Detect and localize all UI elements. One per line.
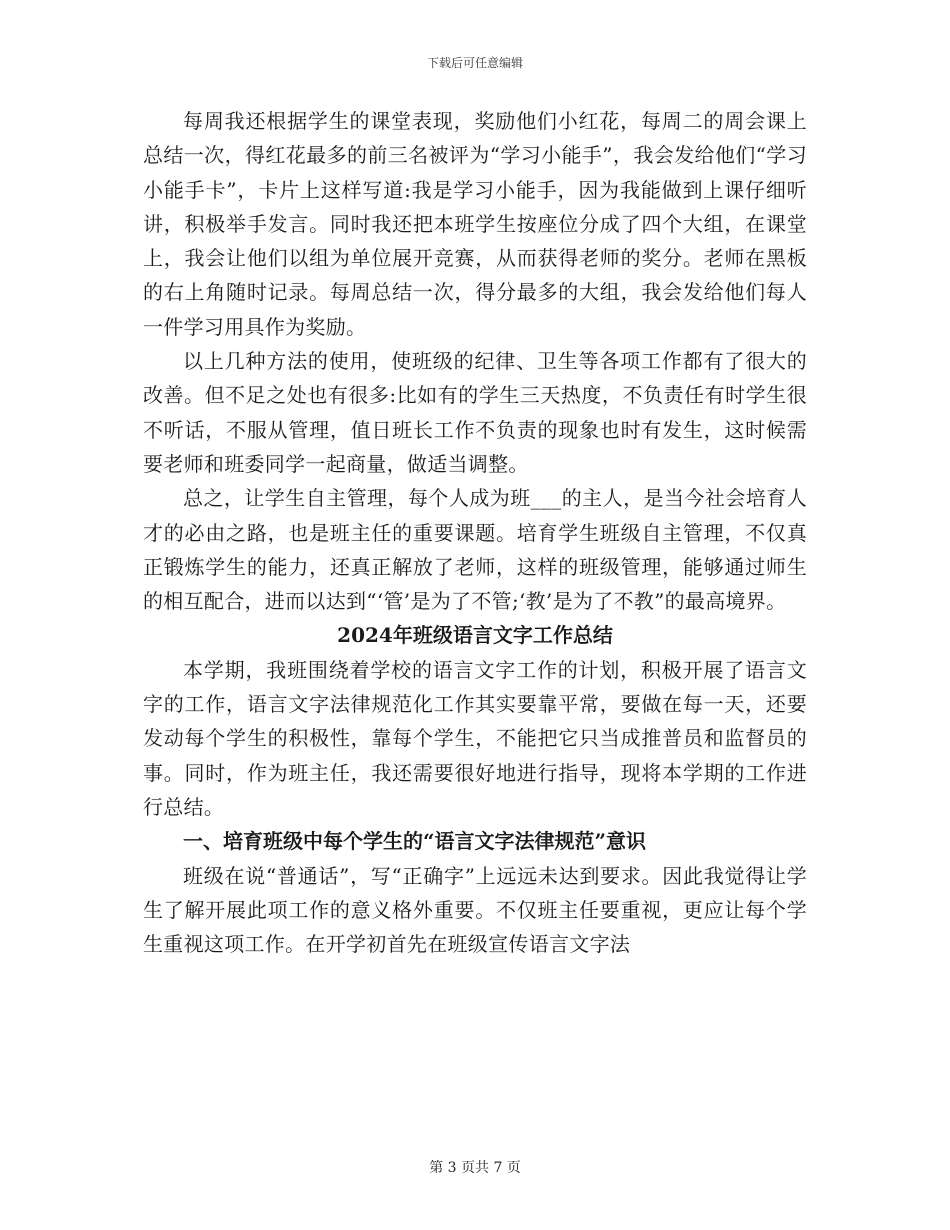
paragraph-conclusion: 总之，让学生自主管理，每个人成为班___的主人，是当今社会培育人才的必由之路，也是班主任的重要课题。培育学生班级自主管理，不仅真正锻炼学生的能力，还真正解放了老师，这样的班级管理，能够通过师生的相互配合，进而以达到“‘管’是为了不管;‘教’是为了不教”的最高境界。 [143, 486, 807, 614]
page-header: 下载后可任意编辑 [426, 56, 523, 70]
paragraph-awareness: 班级在说“普通话”，写“正确字”上远远未达到要求。因此我觉得让学生了解开展此项工作的意义格外重要。不仅班主任要重视，更应让每个学生重视这项工作。在开学初首先在班级宣传语言文字法 [143, 863, 807, 957]
document-body [143, 104, 807, 961]
paragraph-results: 以上几种方法的使用，使班级的纪律、卫生等各项工作都有了很大的改善。但不足之处也有很多:比如有的学生三天热度，不负责任有时学生很不听话，不服从管理，值日班长工作不负责的现象也时有发生，这时候需要老师和班委同学一起商量，做适当调整。 [143, 349, 807, 476]
section-title: 2024年班级语言文字工作总结 [337, 623, 613, 648]
paragraph-intro: 本学期，我班围绕着学校的语言文字工作的计划，积极开展了语言文字的工作，语言文字法律规范化工作其实要靠平常，要做在每一天，还要发动每个学生的积极性，靠每个学生，不能把它只当成推普员和监督员的事。同时，作为班主任，我还需要很好地进行指导，现将本学期的工作进行总结。 [143, 657, 807, 819]
page-footer: 第 3 页共 7 页 [429, 1160, 521, 1176]
paragraph-rewards: 每周我还根据学生的课堂表现，奖励他们小红花，每周二的周会课上总结一次，得红花最多的前三名被评为“学习小能手”，我会发给他们“学习小能手卡”，卡片上这样写道:我是学习小能手，因为我能做到上课仔细听讲，积极举手发言。同时我还把本班学生按座位分成了四个大组，在课堂上，我会让他们以组为单位展开竞赛，从而获得老师的奖分。老师在黑板的右上角随时记录。每周总结一次，得分最多的大组，我会发给他们每人一件学习用具作为奖励。 [143, 109, 807, 339]
heading-awareness: 一、培育班级中每个学生的“语言文字法律规范”意识 [183, 829, 647, 854]
